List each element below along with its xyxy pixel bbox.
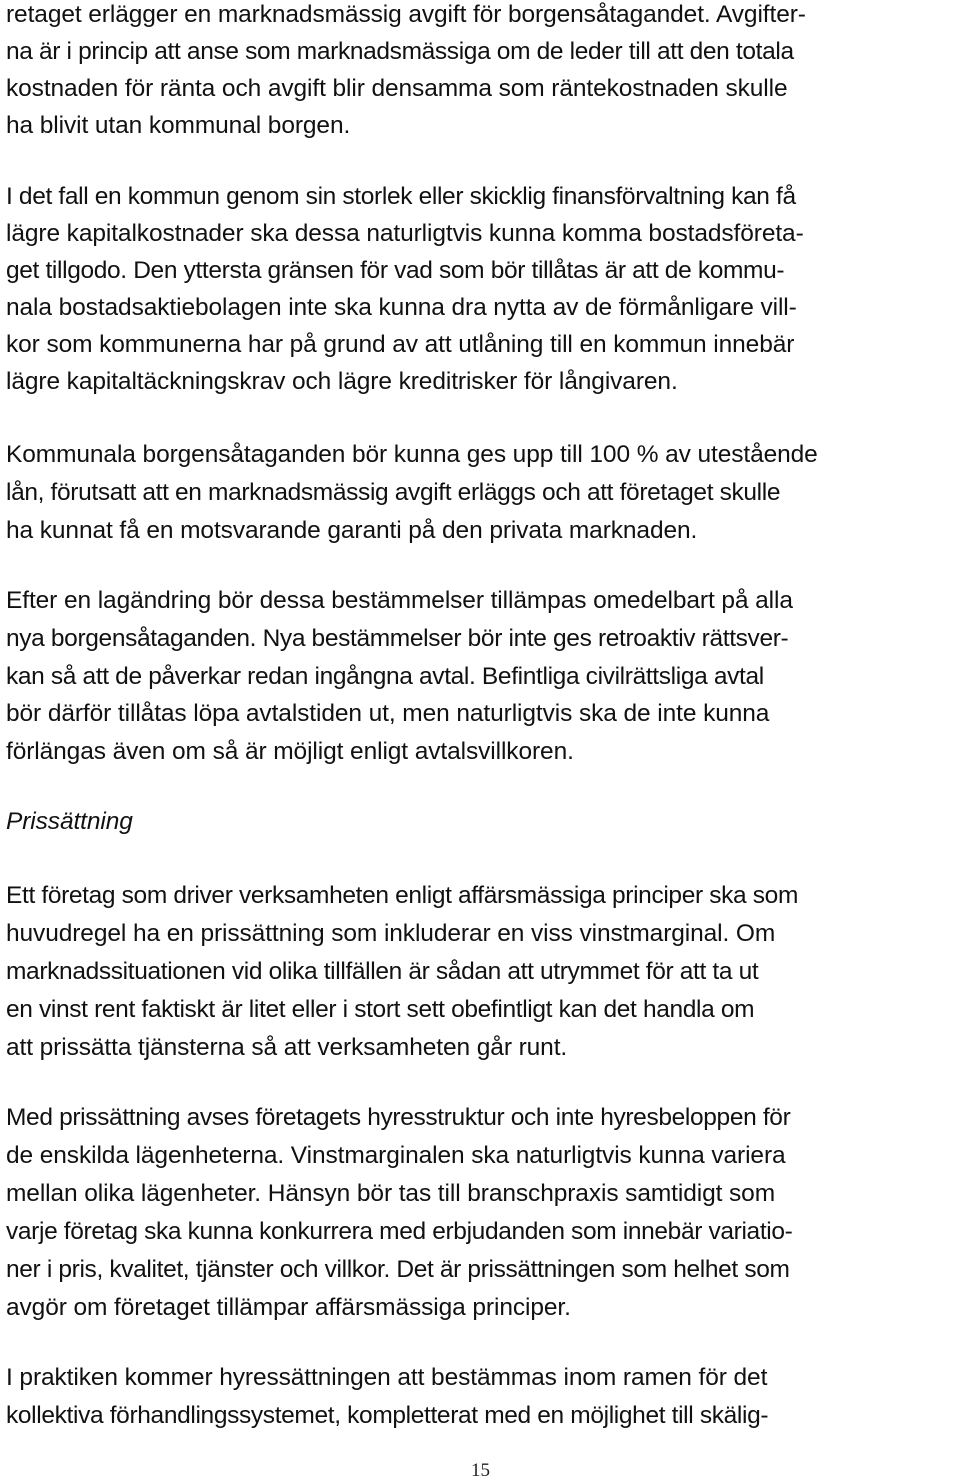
- text-line: Kommunala borgensåtaganden bör kunna ges upp till 100 % av utestående: [6, 441, 818, 468]
- text-line: lån, förutsatt att en marknadsmässig avgift erläggs och att företaget skulle: [6, 479, 781, 506]
- text-line: huvudregel ha en prissättning som inkluderar en viss vinstmarginal. Om: [6, 920, 776, 947]
- text-line: varje företag ska kunna konkurrera med erbjudanden som innebär variatio-: [6, 1218, 793, 1245]
- text-line: get tillgodo. Den yttersta gränsen för vad som bör tillåtas är att de kommu-: [6, 257, 785, 284]
- text-line: kollektiva förhandlingssystemet, kompletterat med en möjlighet till skälig-: [6, 1402, 769, 1429]
- text-line: att prissätta tjänsterna så att verksamheten går runt.: [6, 1034, 568, 1061]
- text-line: kor som kommunerna har på grund av att utlåning till en kommun innebär: [6, 331, 795, 358]
- text-line: Med prissättning avses företagets hyresstruktur och inte hyresbeloppen för: [6, 1104, 791, 1131]
- text-line: kan så att de påverkar redan ingångna avtal. Befintliga civilrättsliga avtal: [6, 663, 764, 690]
- text-line: avgör om företaget tillämpar affärsmässiga principer.: [6, 1294, 571, 1321]
- text-line: förlängas även om så är möjligt enligt avtalsvillkoren.: [6, 738, 574, 765]
- text-line: ha kunnat få en motsvarande garanti på den privata marknaden.: [6, 517, 698, 544]
- text-line: I praktiken kommer hyressättningen att bestämmas inom ramen för det: [6, 1364, 768, 1391]
- text-line: ha blivit utan kommunal borgen.: [6, 112, 351, 139]
- text-line: nya borgensåtaganden. Nya bestämmelser bör inte ges retroaktiv rättsver-: [6, 625, 789, 652]
- text-line: bör därför tillåtas löpa avtalstiden ut, men naturligtvis ska de inte kunna: [6, 700, 770, 727]
- text-line: Ett företag som driver verksamheten enligt affärsmässiga principer ska som: [6, 882, 799, 909]
- text-line: Efter en lagändring bör dessa bestämmelser tillämpas omedelbart på alla: [6, 587, 793, 614]
- text-line: lägre kapitaltäckningskrav och lägre kreditrisker för långivaren.: [6, 368, 678, 395]
- text-line: kostnaden för ränta och avgift blir densamma som räntekostnaden skulle: [6, 75, 788, 102]
- text-line: mellan olika lägenheter. Hänsyn bör tas till branschpraxis samtidigt som: [6, 1180, 776, 1207]
- text-line: en vinst rent faktiskt är litet eller i stort sett obefintligt kan det handla om: [6, 996, 755, 1023]
- text-line: I det fall en kommun genom sin storlek eller skicklig finansförvaltning kan få: [6, 183, 796, 210]
- text-line: nala bostadsaktiebolagen inte ska kunna dra nytta av de förmånligare vill-: [6, 294, 797, 321]
- text-line: lägre kapitalkostnader ska dessa naturligtvis kunna komma bostadsföreta-: [6, 220, 804, 247]
- text-line: marknadssituationen vid olika tillfällen är sådan att utrymmet för att ta ut: [6, 958, 759, 985]
- text-line: ner i pris, kvalitet, tjänster och villkor. Det är prissättningen som helhet som: [6, 1256, 790, 1283]
- section-heading: Prissättning: [6, 808, 133, 835]
- text-line: retaget erlägger en marknadsmässig avgift för borgensåtagandet. Avgifter-: [6, 1, 806, 28]
- text-line: na är i princip att anse som marknadsmässiga om de leder till att den totala: [6, 38, 794, 65]
- text-line: de enskilda lägenheterna. Vinstmarginalen ska naturligtvis kunna variera: [6, 1142, 786, 1169]
- page-number: 15: [471, 1460, 490, 1481]
